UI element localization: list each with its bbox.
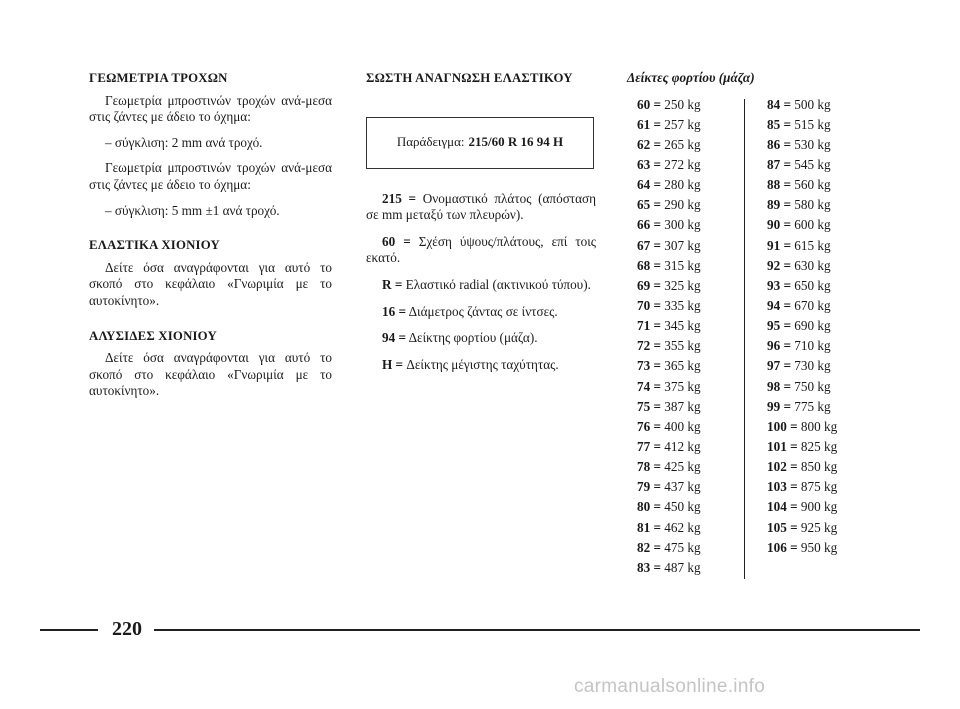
definition-code: 60 = (382, 233, 411, 249)
heading-load-index: Δείκτες φορτίου (μάζα) (627, 70, 755, 85)
load-index-code: 104 = (767, 499, 798, 515)
section-snow-chains (89, 328, 332, 400)
load-index-value: 335 kg (664, 298, 701, 313)
load-index-value: 250 kg (664, 96, 701, 112)
load-index-value: 825 kg (800, 438, 838, 454)
watermark: carmanualsonline.info (574, 676, 766, 697)
load-index-row (637, 417, 737, 437)
load-index-code: 85 = (767, 116, 791, 132)
load-index-value: 345 kg (664, 318, 701, 334)
load-index-code: 91 = (767, 237, 791, 253)
heading-snow-chains: ΑΛΥΣΙΔΕΣ ΧΙΟΝΙΟΥ (89, 328, 217, 343)
load-index-value: 615 kg (794, 237, 831, 253)
load-index-value: 690 kg (794, 318, 831, 334)
load-index-code: 101 = (767, 438, 798, 454)
load-index-value: 280 kg (664, 177, 701, 193)
load-index-code: 79 = (637, 479, 661, 495)
load-index-code: 83 = (637, 559, 661, 575)
load-index-row (637, 195, 737, 215)
load-index-row (767, 276, 867, 296)
load-index-code: 72 = (637, 338, 661, 354)
load-index-row (637, 316, 737, 336)
load-index-row (637, 276, 737, 296)
load-index-value: 400 kg (664, 418, 701, 434)
load-index-row (637, 215, 737, 235)
load-index-code: 99 = (767, 398, 791, 414)
load-index-row (767, 397, 867, 417)
definitions-list (366, 191, 596, 374)
load-index-value: 630 kg (794, 257, 831, 273)
load-index-row (637, 135, 737, 155)
load-index-row (767, 256, 867, 276)
load-index-row (637, 477, 737, 497)
load-index-row (637, 538, 737, 558)
load-index-value: 500 kg (794, 96, 831, 112)
heading-snow-tyres: ΕΛΑΣΤΙΚΑ ΧΙΟΝΙΟΥ (89, 238, 220, 253)
load-index-value: 875 kg (800, 479, 838, 495)
load-index-code: 100 = (767, 418, 798, 434)
section-wheel-geometry (89, 70, 332, 219)
load-index-row (767, 236, 867, 256)
definition-item (366, 234, 596, 267)
definition-text: Δείκτης φορτίου (μάζα). (408, 330, 538, 346)
load-index-row (637, 175, 737, 195)
load-index-code: 62 = (637, 136, 661, 152)
load-index-row (767, 336, 867, 356)
load-index-value: 290 kg (664, 197, 701, 213)
load-index-row (767, 356, 867, 376)
load-index-value: 545 kg (794, 157, 831, 173)
load-index-row (767, 195, 867, 215)
paragraph: Γεωμετρία μπροστινών τροχών ανά-μεσα στις ζάντες με άδειο το όχημα: (89, 160, 332, 192)
load-index-code: 73 = (637, 358, 661, 374)
load-index-row (767, 518, 867, 538)
load-index-row (767, 457, 867, 477)
definition-text: Ονομαστικό πλάτος (απόσταση σε mm μεταξύ των πλευρών). (366, 190, 597, 223)
definition-item (366, 330, 596, 347)
paragraph: Δείτε όσα αναγράφονται για αυτό το σκοπό στο κεφάλαιο «Γνωριμία με το αυτοκίνητο». (89, 259, 332, 308)
load-index-value: 850 kg (800, 459, 838, 475)
heading-tyre-reading: ΣΩΣΤΗ ΑΝΑΓΝΩΣΗ ΕΛΑΣΤΙΚΟΥ (366, 71, 573, 85)
load-index-value: 307 kg (664, 237, 701, 253)
paragraph: Δείτε όσα αναγράφονται για αυτό το σκοπό στο κεφάλαιο «Γνωριμία με το αυτοκίνητο». (89, 350, 332, 399)
definition-text: Διάμετρος ζάντας σε ίντσες. (408, 303, 558, 319)
load-index-row (637, 497, 737, 517)
load-index-left-column (637, 95, 737, 578)
load-index-row (767, 377, 867, 397)
section-snow-tyres (89, 237, 332, 309)
paragraph: Γεωμετρία μπροστινών τροχών ανά-μεσα στις ζάντες με άδειο το όχημα: (89, 92, 332, 125)
load-index-value: 750 kg (794, 378, 831, 394)
load-index-row (637, 397, 737, 417)
load-index-row (637, 518, 737, 538)
load-index-code: 81 = (637, 519, 661, 535)
load-index-value: 325 kg (664, 277, 701, 293)
load-index-row (767, 115, 867, 135)
load-index-row (767, 497, 867, 517)
load-index-code: 80 = (637, 499, 661, 515)
column-tyre-reading (366, 70, 596, 383)
load-index-code: 102 = (767, 459, 798, 475)
load-index-value: 730 kg (794, 358, 831, 374)
toe-in-line: – σύγκλιση: 2 mm ανά τροχό. (105, 134, 263, 150)
example-value: 215/60 R 16 94 H (468, 134, 564, 150)
load-index-code: 98 = (767, 378, 791, 394)
load-index-value: 462 kg (664, 519, 701, 535)
load-index-code: 75 = (637, 398, 661, 414)
load-index-code: 88 = (767, 177, 791, 193)
load-index-code: 67 = (637, 237, 661, 253)
load-index-value: 515 kg (794, 116, 831, 132)
load-index-value: 315 kg (664, 257, 701, 273)
load-index-code: 77 = (637, 438, 661, 454)
load-index-value: 475 kg (664, 539, 701, 555)
load-index-row (767, 215, 867, 235)
load-index-value: 365 kg (664, 358, 701, 374)
example-label: Παράδειγμα: (396, 134, 465, 150)
definition-code: 215 = (382, 190, 416, 206)
load-index-code: 94 = (767, 298, 791, 313)
column-wheel-geometry (89, 70, 332, 418)
footer-rule-left (40, 629, 98, 631)
load-index-row (637, 558, 737, 578)
load-index-row (767, 437, 867, 457)
load-index-row (767, 175, 867, 195)
load-index-code: 63 = (637, 157, 661, 173)
load-index-value: 387 kg (664, 398, 701, 414)
page-footer (40, 617, 920, 641)
load-index-row (637, 457, 737, 477)
load-index-code: 84 = (767, 96, 791, 112)
definition-item (366, 191, 596, 224)
load-index-code: 61 = (637, 116, 661, 132)
load-index-row (637, 236, 737, 256)
load-index-value: 800 kg (800, 418, 838, 434)
load-index-code: 78 = (637, 459, 661, 475)
load-index-code: 105 = (767, 519, 798, 535)
definition-item (366, 304, 596, 321)
load-index-row (637, 155, 737, 175)
load-index-code: 90 = (767, 217, 791, 233)
load-index-row (767, 477, 867, 497)
load-index-value: 450 kg (664, 499, 701, 515)
load-index-row (637, 256, 737, 276)
load-index-value: 580 kg (794, 197, 831, 213)
column-load-index (627, 70, 867, 575)
load-index-code: 82 = (637, 539, 661, 555)
load-index-row (637, 437, 737, 457)
load-index-code: 70 = (637, 298, 661, 313)
load-index-row (637, 356, 737, 376)
load-index-row (637, 296, 737, 316)
heading-wheel-geometry: ΓΕΩΜΕΤΡΙΑ ΤΡΟΧΩΝ (89, 71, 228, 85)
load-index-row (637, 336, 737, 356)
definition-code: 94 = (382, 330, 406, 346)
load-index-row (767, 95, 867, 115)
load-index-value: 375 kg (664, 378, 701, 394)
page-number: 220 (112, 618, 142, 640)
load-index-right-column (767, 95, 867, 558)
load-index-value: 530 kg (794, 136, 831, 152)
load-index-code: 64 = (637, 177, 661, 193)
load-index-row (767, 417, 867, 437)
load-index-value: 412 kg (664, 438, 701, 454)
load-index-row (637, 377, 737, 397)
load-index-value: 272 kg (664, 157, 701, 173)
load-index-code: 66 = (637, 217, 661, 233)
load-index-code: 95 = (767, 318, 791, 334)
load-index-value: 487 kg (664, 559, 701, 575)
load-index-code: 74 = (637, 378, 661, 394)
definition-item (366, 357, 596, 374)
definition-code: 16 = (382, 303, 406, 319)
load-index-value: 710 kg (794, 338, 831, 354)
load-index-code: 65 = (637, 197, 661, 213)
definition-text: Ελαστικό radial (ακτινικού τύπου). (405, 276, 591, 292)
load-index-code: 87 = (767, 157, 791, 173)
definition-item (366, 277, 596, 294)
load-index-code: 76 = (637, 418, 661, 434)
toe-in-line: – σύγκλιση: 5 mm ±1 ανά τροχό. (105, 202, 280, 218)
load-index-value: 437 kg (664, 479, 701, 495)
load-index-value: 257 kg (664, 116, 701, 132)
load-index-code: 106 = (767, 539, 798, 555)
load-index-code: 71 = (637, 318, 661, 334)
load-index-value: 650 kg (794, 277, 831, 293)
load-index-code: 60 = (637, 96, 661, 112)
load-index-code: 103 = (767, 479, 798, 495)
load-index-code: 89 = (767, 197, 791, 213)
load-index-value: 900 kg (800, 499, 838, 515)
load-index-value: 775 kg (794, 398, 831, 414)
definition-code: R = (382, 276, 403, 292)
load-index-row (637, 115, 737, 135)
load-index-code: 97 = (767, 358, 791, 374)
load-index-value: 560 kg (794, 177, 831, 193)
load-index-value: 600 kg (794, 217, 831, 233)
definition-code: H = (382, 356, 404, 372)
load-index-value: 925 kg (800, 519, 838, 535)
load-index-value: 300 kg (664, 217, 701, 233)
load-index-code: 93 = (767, 277, 791, 293)
load-index-value: 670 kg (794, 298, 831, 313)
load-index-code: 69 = (637, 277, 661, 293)
load-index-row (767, 135, 867, 155)
load-index-value: 355 kg (664, 338, 701, 354)
load-index-row (637, 95, 737, 115)
definition-text: Σχέση ύψους/πλάτους, επί τοις εκατό. (366, 233, 597, 266)
load-index-value: 950 kg (800, 539, 838, 555)
load-index-code: 68 = (637, 257, 661, 273)
load-index-value: 265 kg (664, 136, 701, 152)
footer-rule-right (154, 629, 920, 631)
load-index-value: 425 kg (664, 459, 701, 475)
definition-text: Δείκτης μέγιστης ταχύτητας. (406, 356, 559, 372)
load-index-code: 92 = (767, 257, 791, 273)
load-index-row (767, 296, 867, 316)
load-index-code: 86 = (767, 136, 791, 152)
load-index-code: 96 = (767, 338, 791, 354)
load-index-row (767, 316, 867, 336)
load-index-row (767, 155, 867, 175)
load-index-row (767, 538, 867, 558)
example-box (366, 117, 594, 169)
column-divider (744, 99, 745, 579)
